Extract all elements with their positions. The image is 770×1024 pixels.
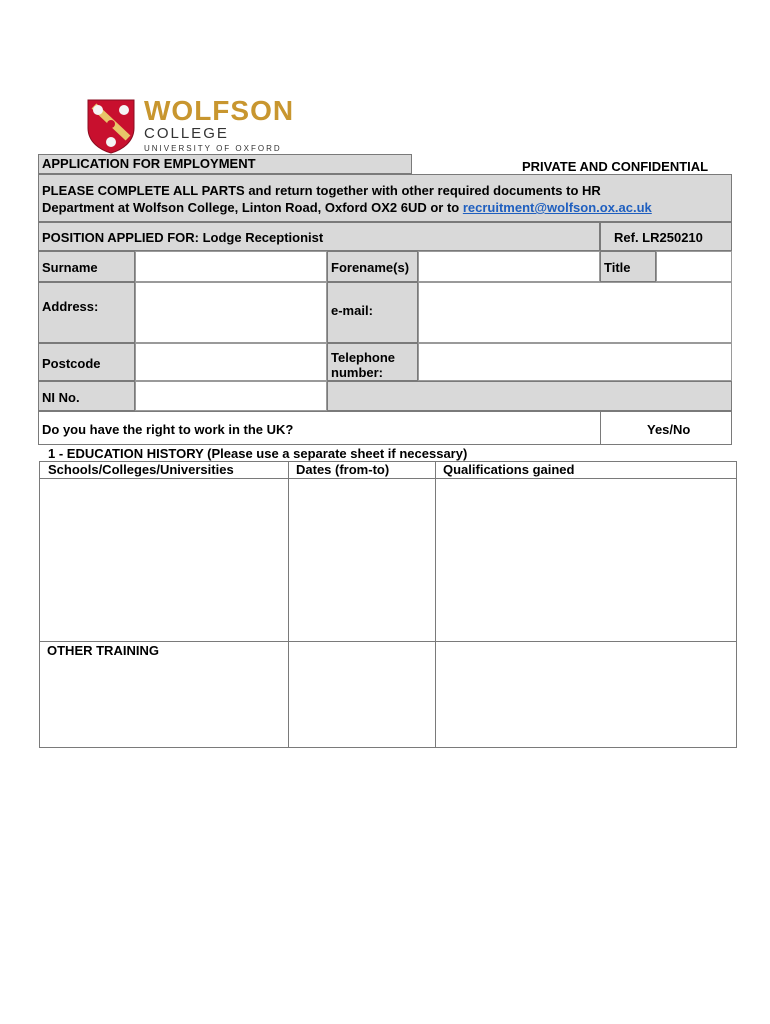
position-label: POSITION APPLIED FOR: Lodge Receptionist bbox=[42, 230, 324, 245]
logo-subtitle: COLLEGE bbox=[144, 125, 229, 142]
ni-spacer bbox=[327, 381, 732, 411]
column-header-dates: Dates (from-to) bbox=[296, 462, 390, 477]
column-header-qualifications: Qualifications gained bbox=[443, 462, 575, 477]
column-header-schools: Schools/Colleges/Universities bbox=[48, 462, 234, 477]
email-input[interactable] bbox=[418, 282, 732, 343]
instructions-box bbox=[38, 174, 732, 222]
other-training-qualifications-input[interactable] bbox=[436, 642, 736, 747]
position-box bbox=[38, 222, 600, 251]
surname-label-box bbox=[38, 251, 135, 282]
forenames-label-box bbox=[327, 251, 418, 282]
surname-input[interactable] bbox=[135, 251, 327, 282]
other-training-label: OTHER TRAINING bbox=[47, 643, 159, 658]
forenames-input[interactable] bbox=[418, 251, 600, 282]
title-input[interactable] bbox=[656, 251, 732, 282]
logo-wordmark: WOLFSON bbox=[144, 95, 295, 126]
ni-input[interactable] bbox=[135, 381, 327, 411]
instructions-line-2 bbox=[42, 200, 652, 215]
telephone-label-line-2: number: bbox=[331, 365, 383, 380]
yes-no-option[interactable]: Yes/No bbox=[647, 422, 691, 437]
address-label-box bbox=[38, 282, 135, 343]
dates-input[interactable] bbox=[289, 479, 435, 641]
title-label: Title bbox=[604, 260, 631, 275]
right-to-work-question: Do you have the right to work in the UK? bbox=[42, 422, 294, 437]
telephone-label-line-1: Telephone bbox=[331, 350, 396, 365]
right-to-work-box bbox=[38, 411, 601, 445]
college-logo bbox=[86, 95, 295, 154]
education-heading: 1 - EDUCATION HISTORY (Please use a separate sheet if necessary) bbox=[48, 446, 468, 461]
address-label: Address: bbox=[42, 299, 99, 314]
ni-label-box bbox=[38, 381, 135, 411]
instructions-line-1: PLEASE COMPLETE ALL PARTS and return together with other required documents to HR bbox=[42, 183, 601, 198]
address-input[interactable] bbox=[135, 282, 327, 343]
schools-input[interactable] bbox=[40, 479, 288, 641]
ni-label: NI No. bbox=[42, 390, 80, 405]
shield-icon bbox=[86, 98, 136, 154]
postcode-label: Postcode bbox=[42, 356, 101, 371]
email-label-box bbox=[327, 282, 418, 343]
telephone-input[interactable] bbox=[418, 343, 732, 381]
other-training-dates-input[interactable] bbox=[289, 642, 435, 747]
form-title: APPLICATION FOR EMPLOYMENT bbox=[42, 156, 256, 171]
surname-label: Surname bbox=[42, 260, 98, 275]
recruitment-email-link[interactable]: recruitment@wolfson.ox.ac.uk bbox=[462, 200, 652, 215]
telephone-label-box bbox=[327, 343, 418, 381]
other-training-input[interactable] bbox=[40, 660, 288, 747]
ref-box bbox=[600, 222, 732, 251]
ref-label: Ref. LR250210 bbox=[614, 230, 703, 245]
email-label: e-mail: bbox=[331, 303, 373, 318]
logo-university: UNIVERSITY OF OXFORD bbox=[144, 144, 282, 153]
qualifications-input[interactable] bbox=[436, 479, 736, 641]
instructions-address: Department at Wolfson College, Linton Road, Oxford OX2 6UD or to bbox=[42, 200, 463, 215]
postcode-label-box bbox=[38, 343, 135, 381]
form-title-box bbox=[38, 154, 412, 174]
confidential-label: PRIVATE AND CONFIDENTIAL bbox=[522, 159, 709, 174]
forenames-label: Forename(s) bbox=[331, 260, 410, 275]
title-label-box bbox=[600, 251, 656, 282]
right-to-work-answer-box[interactable] bbox=[600, 411, 732, 445]
postcode-input[interactable] bbox=[135, 343, 327, 381]
